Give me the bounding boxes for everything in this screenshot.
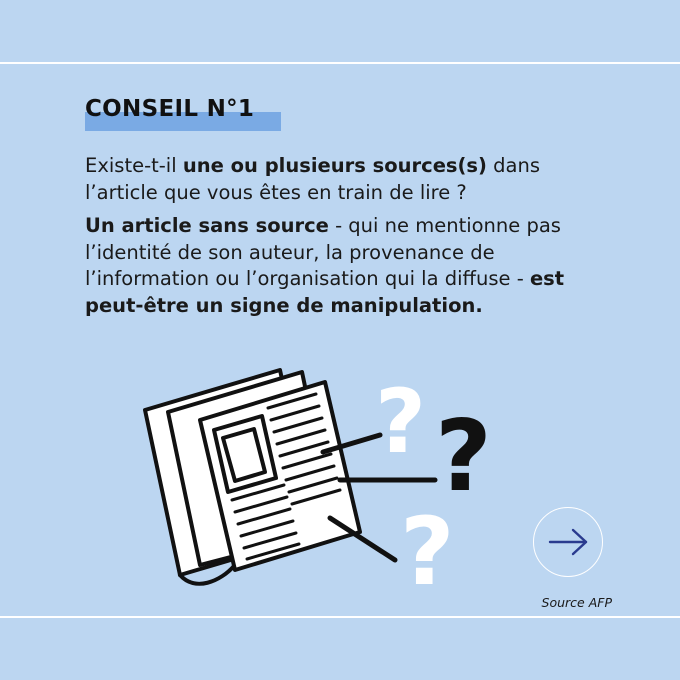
page-title: CONSEIL N°1 <box>85 96 255 122</box>
svg-text:?: ? <box>400 498 455 590</box>
question-text-start: Existe-t-il <box>85 154 183 177</box>
question-text-bold: une ou plusieurs sources(s) <box>182 154 487 177</box>
arrow-right-icon <box>546 527 590 557</box>
body-text <box>85 153 605 319</box>
svg-text:?: ? <box>375 370 427 473</box>
warning-text-middle: - qui ne mentionne pas l’identité de son auteur, la provenance de l’information ou l’organisation qui la diffuse - <box>85 214 561 290</box>
question-paragraph <box>85 153 605 206</box>
warning-text-bold-end: est peut-être un signe de manipulation. <box>85 267 565 317</box>
bottom-divider <box>0 616 680 618</box>
question-mark-icon <box>140 360 510 590</box>
question-text-end: dans l’article que vous êtes en train de lire ? <box>85 154 540 204</box>
title-block <box>85 93 254 125</box>
next-button[interactable] <box>533 507 603 577</box>
source-label: Source AFP <box>541 595 612 610</box>
top-divider <box>0 62 680 64</box>
warning-text-bold-start: Un article sans source <box>85 214 329 237</box>
warning-paragraph <box>85 213 605 319</box>
illustration <box>140 360 510 594</box>
svg-text:?: ? <box>435 400 492 514</box>
